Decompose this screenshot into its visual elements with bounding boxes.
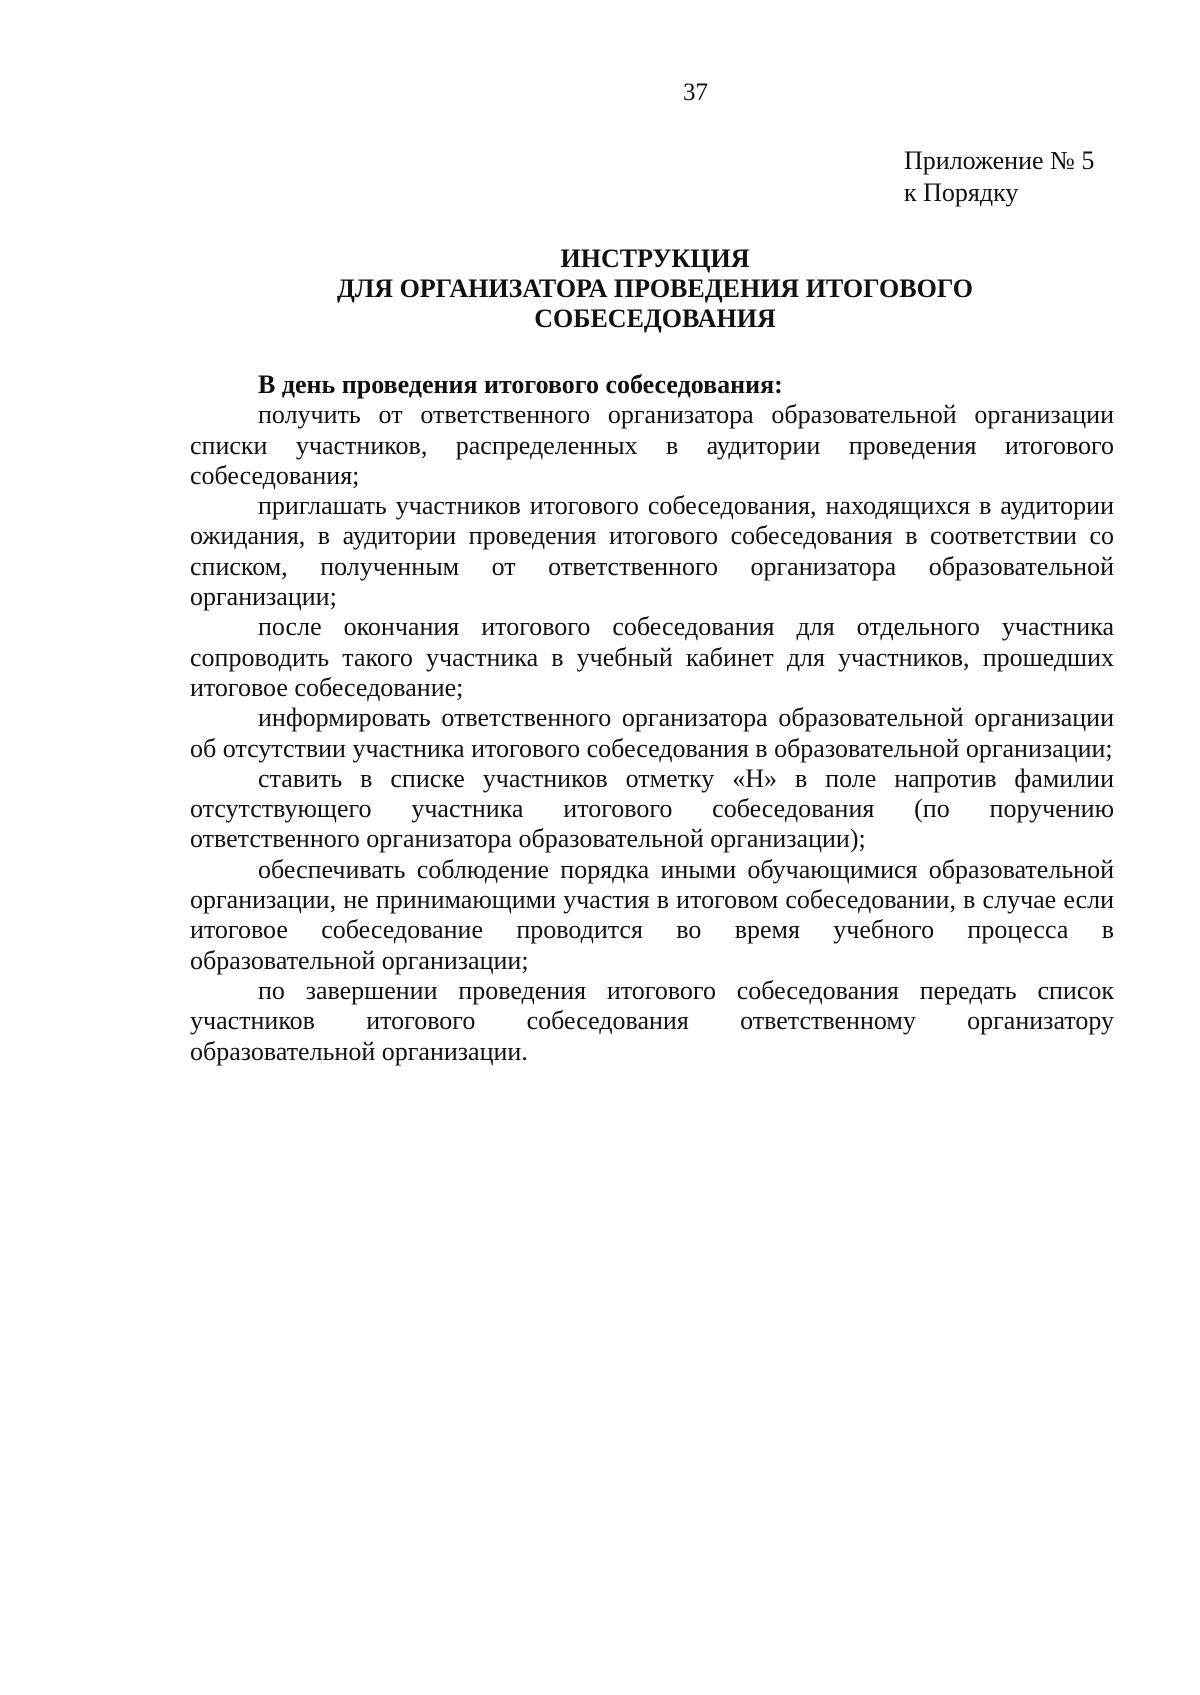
instruction-paragraph: получить от ответственного организатора образовательной организации списки участников, распределенных в аудитории проведения итогового собеседования;: [190, 400, 1114, 490]
appendix-number: Приложение № 5: [904, 146, 1095, 175]
instruction-paragraph: приглашать участников итогового собеседования, находящихся в аудитории ожидания, в аудитории проведения итогового собеседования в соответствии со списком, полученным от ответственного организатора образовательной организации;: [190, 491, 1114, 612]
section-heading: В день проведения итогового собеседования:: [258, 370, 783, 399]
appendix-procedure: к Порядку: [904, 178, 1019, 207]
instruction-body: [190, 370, 1114, 1067]
instruction-paragraph: ставить в списке участников отметку «Н» в поле напротив фамилии отсутствующего участника итогового собеседования (по поручению ответственного организатора образовательной организации);: [190, 763, 1114, 854]
title-line-2: ДЛЯ ОРГАНИЗАТОРА ПРОВЕДЕНИЯ ИТОГОВОГО: [337, 274, 973, 303]
title-line-1: ИНСТРУКЦИЯ: [560, 244, 750, 273]
page-number: 37: [683, 79, 708, 106]
instruction-paragraph: информировать ответственного организатора образовательной организации об отсутствии участника итогового собеседования в образовательной организации;: [190, 703, 1114, 763]
instruction-paragraph: обеспечивать соблюдение порядка иными обучающимися образовательной организации, не принимающими участия в итоговом собеседовании, в случае если итоговое собеседование проводится во время учебного процесса в образовательной организации;: [190, 854, 1114, 975]
instruction-paragraph: после окончания итогового собеседования для отдельного участника сопроводить такого участника в учебный кабинет для участников, прошедших итоговое собеседование;: [190, 612, 1114, 702]
appendix-reference: [904, 145, 1094, 209]
instruction-paragraph: по завершении проведения итогового собеседования передать список участников итогового собеседования ответственному организатору образовательной организации.: [190, 975, 1114, 1066]
title-line-3: СОБЕСЕДОВАНИЯ: [534, 304, 776, 333]
document-title: [190, 244, 1120, 334]
